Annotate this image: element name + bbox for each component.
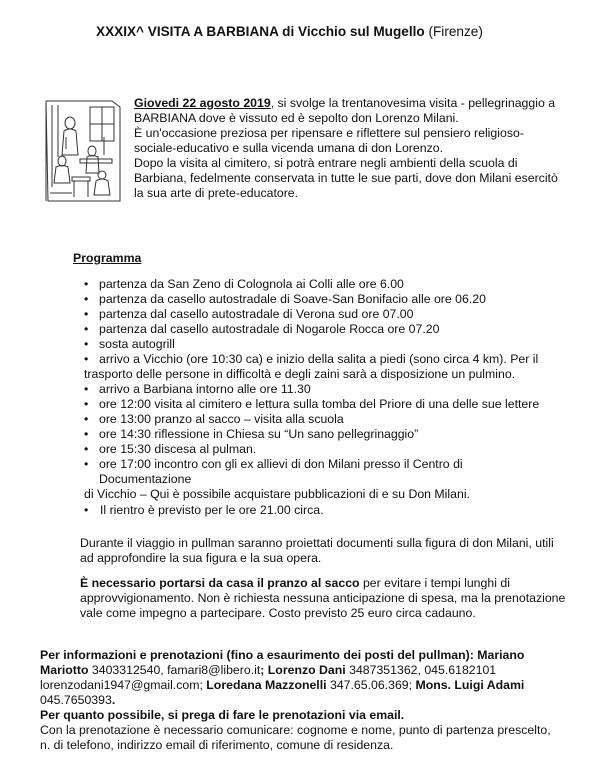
title-main: XXXIX^ VISITA A BARBIANA di Vicchio sul Mugello: [96, 24, 425, 39]
registration-info: Con la prenotazione è necessario comunicare: cognome e nome, punto di partenza prescelto,: [40, 723, 551, 737]
contact-details: 3487351362, 045.6182101: [345, 663, 497, 677]
pranzo-line: vale come impegno a partecipare. Costo previsto 25 euro circa cadauno.: [80, 606, 476, 620]
pranzo-paragraph: [80, 576, 566, 621]
contact-details: 045.7650393: [40, 693, 112, 707]
return-time-text: Il rientro è previsto per le ore 21.00 circa.: [100, 503, 324, 517]
contact-name: Mons. Luigi Adami: [415, 678, 525, 692]
intro-line: sociale-educativo e sulla vicenda umana di don Lorenzo.: [134, 141, 443, 155]
title-location: (Firenze): [424, 24, 483, 39]
separator: .: [111, 693, 116, 707]
list-item: • ore 17:00 incontro con gli ex allievi di don Milani presso il Centro di Documentazione: [76, 457, 556, 487]
list-item: • ore 15:30 discesa al pulman.: [76, 442, 556, 457]
intro-line: Dopo la visita al cimitero, si potrà entrare negli ambienti della scuola di: [134, 156, 518, 170]
pranzo-line: per evitare i tempi lunghi di: [359, 576, 510, 590]
intro-line: È un'occasione preziosa per ripensare e riflettere sul pensiero religioso-: [134, 126, 524, 140]
list-item-continuation: di Vicchio – Qui è possibile acquistare pubblicazioni di e su Don Milani.: [84, 487, 470, 501]
contact-name: Loredana Mazzonelli: [206, 678, 327, 692]
email-request: Per quanto possibile, si prega di fare le prenotazioni via email.: [40, 708, 405, 722]
pranzo-notice: È necessario portarsi da casa il pranzo al sacco: [80, 576, 360, 590]
list-item: • partenza dal casello autostradale di Verona sud ore 07.00: [76, 307, 556, 322]
list-item: • partenza da San Zeno di Colognola ai Colli alle ore 6.00: [76, 277, 556, 292]
pranzo-line: approvvigionamento. Non è richiesta nessuna anticipazione di spesa, ma la prenotazione: [80, 591, 566, 605]
document-title: [96, 23, 483, 40]
viaggio-paragraph: [80, 536, 554, 566]
list-item: • ore 14:30 riflessione in Chiesa su “Un sano pellegrinaggio”: [76, 427, 556, 442]
intro-line: Barbiana, fedelmente conservata in tutte le sue parti, dove don Milani esercitò: [134, 171, 558, 185]
info-heading: Per informazioni e prenotazioni (fino a esaurimento dei posti del pullman): Mariano: [40, 648, 525, 662]
classroom-sketch-illustration: [42, 97, 124, 205]
programma-list: [76, 277, 556, 502]
contact-name: Lorenzo Dani: [267, 663, 346, 677]
viaggio-line: Durante il viaggio in pullman saranno proiettati documenti sulla figura di don Milani, utili: [80, 536, 554, 550]
list-item: • arrivo a Vicchio (ore 10:30 ca) e inizio della salita a piedi (sono circa 4 km). Per il: [76, 352, 556, 367]
intro-line: , si svolge la trentanovesima visita - pellegrinaggio a: [270, 96, 556, 110]
list-item: • sosta autogrill: [76, 337, 556, 352]
registration-info: n. di telefono, indirizzo email di riferimento, comune di residenza.: [40, 738, 394, 752]
return-time-item: • Il rientro è previsto per le ore 21.00 circa.: [84, 503, 324, 517]
list-item: • partenza da casello autostradale di Soave-San Bonifacio alle ore 06.20: [76, 292, 556, 307]
intro-line: la sua arte di prete-educatore.: [134, 186, 299, 200]
separator: ;: [260, 663, 268, 677]
viaggio-line: ad approfondire la sua figura e la sua opera.: [80, 551, 322, 565]
contact-name: Mariotto: [40, 663, 89, 677]
contact-details: 347.65.06.369;: [326, 678, 416, 692]
intro-paragraph: [134, 96, 558, 201]
list-item: • arrivo a Barbiana intorno alle ore 11.30: [76, 382, 556, 397]
programma-heading: Programma: [73, 251, 142, 265]
list-item: • ore 13:00 pranzo al sacco – visita alla scuola: [76, 412, 556, 427]
list-item-continuation: trasporto delle persone in difficoltà e degli zaini sarà a disposizione un pulmino.: [84, 367, 516, 381]
list-item: • ore 12:00 visita al cimitero e lettura sulla tomba del Priore di una delle sue lettere: [76, 397, 556, 412]
event-date: Giovedi 22 agosto 2019: [134, 96, 271, 110]
list-item: • partenza dal casello autostradale di Nogarole Rocca ore 07.20: [76, 322, 556, 337]
intro-line: BARBIANA dove è vissuto ed è sepolto don Lorenzo Milani.: [134, 111, 459, 125]
contacts-footer: [40, 648, 560, 753]
contact-details: 3403312540, famari8@libero.it: [88, 663, 261, 677]
contact-email: lorenzodani1947@gmail.com;: [40, 678, 207, 692]
